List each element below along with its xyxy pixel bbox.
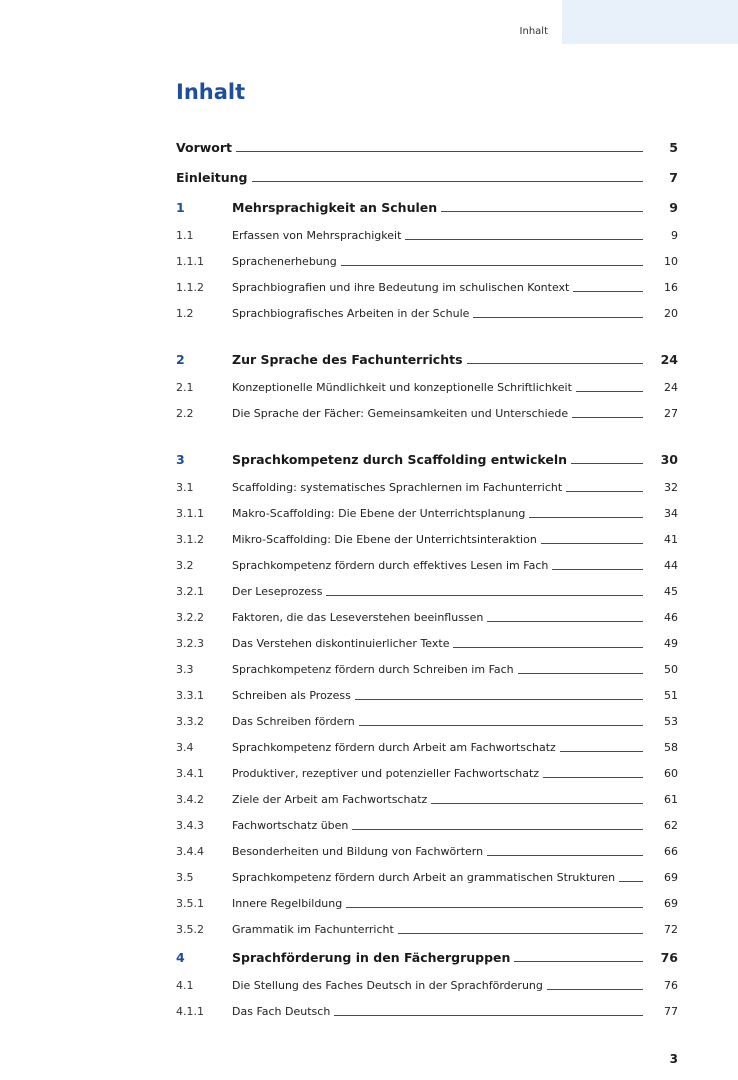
- toc-entry-title: Das Schreiben fördern: [232, 714, 355, 728]
- toc-entry-title: Sprachenerhebung: [232, 254, 337, 268]
- toc-leader-line: [341, 265, 643, 266]
- toc-leader-line: [518, 673, 643, 674]
- toc-entry-title-wrap: [232, 760, 643, 786]
- toc-entry-page: 69: [664, 870, 678, 884]
- toc-entry-number: 1.2: [176, 306, 194, 320]
- toc-entry-number: 3.2: [176, 558, 194, 572]
- toc-entry-number: 3.1: [176, 480, 194, 494]
- toc-entry-number: 3.5.1: [176, 896, 204, 910]
- toc-entry-page: 10: [664, 254, 678, 268]
- toc-entry-title: Besonderheiten und Bildung von Fachwörtern: [232, 844, 484, 858]
- toc-entry-title-wrap: [232, 656, 643, 682]
- toc-entry-number: 3.2.1: [176, 584, 204, 598]
- toc-leader-line: [398, 933, 643, 934]
- toc-entry-title-wrap: [232, 998, 643, 1024]
- toc-entry-number: 3: [176, 451, 185, 467]
- toc-entry-number: 2.2: [176, 406, 194, 420]
- toc-entry-title: Grammatik im Fachunterricht: [232, 922, 394, 936]
- toc-entry-title-wrap: [232, 630, 643, 656]
- toc-entry-title: Sprachkompetenz fördern durch effektives Lesen im Fach: [232, 558, 549, 572]
- toc-leader-line: [405, 239, 643, 240]
- toc-entry-page: 30: [660, 451, 678, 467]
- toc-entry-number: 2: [176, 351, 185, 367]
- toc-entry-title: Ziele der Arbeit am Fachwortschatz: [232, 792, 428, 806]
- toc-entry-title: Scaffolding: systematisches Sprachlernen im Fachunterricht: [232, 480, 563, 494]
- toc-entry[interactable]: [0, 192, 738, 222]
- toc-entry[interactable]: [0, 300, 738, 326]
- toc-entry-page: 61: [664, 792, 678, 806]
- toc-entry-number: 3.2.2: [176, 610, 204, 624]
- toc-entry-title-wrap: [232, 552, 643, 578]
- toc-entry-page: 76: [660, 949, 678, 965]
- toc-entry[interactable]: [0, 474, 738, 500]
- toc-entry-title: Konzeptionelle Mündlichkeit und konzeptionelle Schriftlichkeit: [232, 380, 572, 394]
- toc-entry-number: 4.1.1: [176, 1004, 204, 1018]
- toc-entry-number: 3.2.3: [176, 636, 204, 650]
- toc-entry-title: Zur Sprache des Fachunterrichts: [232, 351, 463, 367]
- toc-leader-line: [473, 317, 643, 318]
- toc-entry-title-wrap: [232, 344, 643, 374]
- running-head: Inhalt: [519, 26, 548, 37]
- toc-entry-title-wrap: [232, 444, 643, 474]
- toc-entry-number: 3.4: [176, 740, 194, 754]
- toc-entry-title-wrap: [232, 222, 643, 248]
- toc-leader-line: [453, 647, 643, 648]
- toc-entry-number: 3.3.2: [176, 714, 204, 728]
- table-of-contents: [0, 132, 738, 1024]
- toc-entry-title-wrap: [232, 604, 643, 630]
- toc-entry[interactable]: [0, 500, 738, 526]
- toc-entry-number: 3.1.1: [176, 506, 204, 520]
- page-number: 3: [669, 1052, 678, 1066]
- toc-entry-title-wrap: [232, 916, 643, 942]
- toc-entry[interactable]: [0, 444, 738, 474]
- toc-entry-page: 53: [664, 714, 678, 728]
- toc-entry-number: 4.1: [176, 978, 194, 992]
- toc-entry-title: Fachwortschatz üben: [232, 818, 349, 832]
- toc-entry-number: 3.4.1: [176, 766, 204, 780]
- toc-entry-page: 34: [664, 506, 678, 520]
- toc-entry-page: 20: [664, 306, 678, 320]
- toc-entry-title: Sprachförderung in den Fächergruppen: [232, 949, 511, 965]
- toc-entry[interactable]: [0, 656, 738, 682]
- toc-leader-line: [573, 291, 643, 292]
- toc-leader-line: [619, 881, 643, 882]
- toc-entry-page: 46: [664, 610, 678, 624]
- toc-entry[interactable]: [0, 630, 738, 656]
- toc-entry-page: 9: [671, 228, 678, 242]
- toc-entry-title-wrap: [232, 500, 643, 526]
- toc-entry-title-wrap: [232, 786, 643, 812]
- toc-entry-title: Sprachbiografisches Arbeiten in der Schule: [232, 306, 470, 320]
- toc-entry-title: Erfassen von Mehrsprachigkeit: [232, 228, 402, 242]
- toc-entry-page: 45: [664, 584, 678, 598]
- toc-entry-title: Das Fach Deutsch: [232, 1004, 331, 1018]
- toc-entry-number: 3.4.4: [176, 844, 204, 858]
- toc-entry[interactable]: [0, 734, 738, 760]
- toc-entry[interactable]: [0, 812, 738, 838]
- toc-leader-line: [571, 463, 643, 464]
- toc-entry-page: 16: [664, 280, 678, 294]
- toc-entry-page: 44: [664, 558, 678, 572]
- toc-entry-title: Sprachkompetenz fördern durch Arbeit am Fachwortschatz: [232, 740, 556, 754]
- toc-entry-number: 4: [176, 949, 185, 965]
- toc-entry[interactable]: [0, 604, 738, 630]
- toc-entry[interactable]: [0, 526, 738, 552]
- toc-entry-page: 60: [664, 766, 678, 780]
- toc-entry[interactable]: [0, 132, 738, 162]
- toc-entry-page: 32: [664, 480, 678, 494]
- toc-entry-page: 7: [669, 169, 678, 185]
- toc-entry-page: 66: [664, 844, 678, 858]
- toc-entry-title-wrap: [232, 274, 643, 300]
- toc-entry[interactable]: [0, 942, 738, 972]
- toc-entry-page: 41: [664, 532, 678, 546]
- toc-entry-title: Sprachbiografien und ihre Bedeutung im schulischen Kontext: [232, 280, 570, 294]
- page-title: Inhalt: [176, 80, 246, 104]
- toc-leader-line: [541, 543, 643, 544]
- toc-entry-title-wrap: [176, 132, 643, 162]
- toc-entry-title: Innere Regelbildung: [232, 896, 343, 910]
- toc-entry-title-wrap: [232, 682, 643, 708]
- toc-entry-page: 62: [664, 818, 678, 832]
- toc-entry-number: 1.1.1: [176, 254, 204, 268]
- toc-leader-line: [572, 417, 643, 418]
- toc-leader-line: [552, 569, 643, 570]
- toc-entry-title: Einleitung: [176, 169, 248, 185]
- toc-entry-title: Schreiben als Prozess: [232, 688, 351, 702]
- toc-entry-number: 3.3: [176, 662, 194, 676]
- toc-entry-number: 3.5.2: [176, 922, 204, 936]
- toc-leader-line: [431, 803, 643, 804]
- toc-entry-page: 49: [664, 636, 678, 650]
- toc-leader-line: [543, 777, 643, 778]
- toc-leader-line: [441, 211, 643, 212]
- toc-entry[interactable]: [0, 344, 738, 374]
- toc-leader-line: [252, 181, 644, 182]
- toc-entry-title-wrap: [232, 400, 643, 426]
- toc-entry-page: 72: [664, 922, 678, 936]
- toc-entry-title-wrap: [232, 942, 643, 972]
- toc-entry-title: Mikro-Scaffolding: Die Ebene der Unterrichtsinteraktion: [232, 532, 537, 546]
- toc-entry-page: 50: [664, 662, 678, 676]
- toc-entry[interactable]: [0, 838, 738, 864]
- toc-leader-line: [547, 989, 643, 990]
- toc-entry-title-wrap: [232, 708, 643, 734]
- toc-entry-title: Sprachkompetenz durch Scaffolding entwickeln: [232, 451, 568, 467]
- toc-entry-title-wrap: [232, 812, 643, 838]
- toc-entry[interactable]: [0, 708, 738, 734]
- toc-entry-title-wrap: [232, 300, 643, 326]
- toc-leader-line: [576, 391, 643, 392]
- toc-leader-line: [560, 751, 643, 752]
- toc-entry-page: 24: [664, 380, 678, 394]
- toc-leader-line: [566, 491, 643, 492]
- toc-entry-title-wrap: [232, 578, 643, 604]
- toc-entry[interactable]: [0, 786, 738, 812]
- toc-entry[interactable]: [0, 890, 738, 916]
- toc-entry-page: 76: [664, 978, 678, 992]
- toc-entry[interactable]: [0, 222, 738, 248]
- toc-entry-page: 24: [660, 351, 678, 367]
- toc-leader-line: [236, 151, 643, 152]
- toc-entry-title-wrap: [232, 374, 643, 400]
- toc-entry[interactable]: [0, 552, 738, 578]
- toc-entry-number: 3.3.1: [176, 688, 204, 702]
- toc-entry[interactable]: [0, 998, 738, 1024]
- toc-entry-number: 3.5: [176, 870, 194, 884]
- toc-entry-page: 9: [669, 199, 678, 215]
- toc-leader-line: [529, 517, 643, 518]
- toc-entry-number: 1.1: [176, 228, 194, 242]
- toc-entry[interactable]: [0, 682, 738, 708]
- toc-entry[interactable]: [0, 578, 738, 604]
- toc-entry-title: Vorwort: [176, 139, 233, 155]
- toc-entry-title: Makro-Scaffolding: Die Ebene der Unterrichtsplanung: [232, 506, 526, 520]
- toc-leader-line: [352, 829, 643, 830]
- toc-entry-number: 3.4.3: [176, 818, 204, 832]
- toc-leader-line: [487, 855, 643, 856]
- toc-leader-line: [346, 907, 643, 908]
- toc-entry-title: Sprachkompetenz fördern durch Arbeit an grammatischen Strukturen: [232, 870, 616, 884]
- toc-entry-title: Das Verstehen diskontinuierlicher Texte: [232, 636, 450, 650]
- toc-entry-title-wrap: [232, 734, 643, 760]
- toc-entry-number: 3.1.2: [176, 532, 204, 546]
- toc-entry-title: Die Sprache der Fächer: Gemeinsamkeiten und Unterschiede: [232, 406, 569, 420]
- toc-entry-title-wrap: [232, 248, 643, 274]
- toc-entry-page: 77: [664, 1004, 678, 1018]
- toc-entry-title: Faktoren, die das Leseverstehen beeinflussen: [232, 610, 484, 624]
- toc-entry-page: 58: [664, 740, 678, 754]
- toc-entry-title: Der Leseprozess: [232, 584, 323, 598]
- toc-entry[interactable]: [0, 972, 738, 998]
- toc-entry-title-wrap: [232, 192, 643, 222]
- toc-leader-line: [355, 699, 643, 700]
- toc-entry-title-wrap: [232, 838, 643, 864]
- toc-entry[interactable]: [0, 400, 738, 426]
- toc-entry-page: 69: [664, 896, 678, 910]
- toc-entry[interactable]: [0, 162, 738, 192]
- toc-entry-title: Sprachkompetenz fördern durch Schreiben im Fach: [232, 662, 514, 676]
- toc-entry-title-wrap: [232, 474, 643, 500]
- toc-entry-number: 3.4.2: [176, 792, 204, 806]
- toc-entry[interactable]: [0, 864, 738, 890]
- toc-entry-title-wrap: [232, 972, 643, 998]
- toc-entry[interactable]: [0, 760, 738, 786]
- header-color-tab: [562, 0, 738, 44]
- toc-leader-line: [334, 1015, 643, 1016]
- toc-entry-number: 2.1: [176, 380, 194, 394]
- toc-entry-page: 51: [664, 688, 678, 702]
- toc-leader-line: [326, 595, 643, 596]
- toc-entry-title: Produktiver, rezeptiver und potenzieller Fachwortschatz: [232, 766, 540, 780]
- toc-entry-page: 5: [669, 139, 678, 155]
- toc-entry-title: Mehrsprachigkeit an Schulen: [232, 199, 438, 215]
- toc-entry-title-wrap: [232, 890, 643, 916]
- toc-entry-title-wrap: [232, 526, 643, 552]
- toc-leader-line: [487, 621, 643, 622]
- toc-entry-page: 27: [664, 406, 678, 420]
- toc-entry[interactable]: [0, 374, 738, 400]
- toc-leader-line: [359, 725, 643, 726]
- toc-entry-number: 1: [176, 199, 185, 215]
- toc-entry[interactable]: [0, 248, 738, 274]
- toc-entry-title: Die Stellung des Faches Deutsch in der Sprachförderung: [232, 978, 543, 992]
- toc-leader-line: [514, 961, 643, 962]
- toc-entry[interactable]: [0, 916, 738, 942]
- toc-leader-line: [467, 363, 643, 364]
- toc-entry-title-wrap: [232, 864, 643, 890]
- toc-entry-number: 1.1.2: [176, 280, 204, 294]
- toc-entry[interactable]: [0, 274, 738, 300]
- toc-entry-title-wrap: [176, 162, 643, 192]
